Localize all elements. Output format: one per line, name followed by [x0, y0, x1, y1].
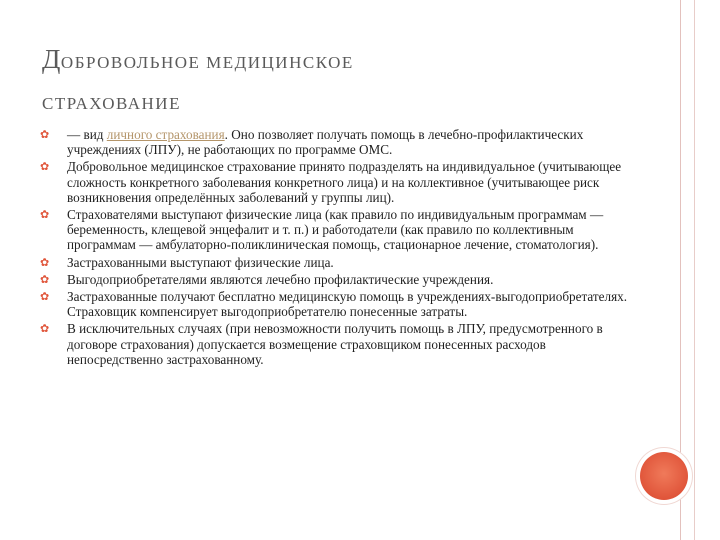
slide-title — [42, 40, 642, 123]
item-text: Выгодоприобретателями являются лечебно профилактические учреждения. — [67, 271, 494, 287]
title-line-1 — [42, 40, 642, 82]
checkmark-flower-icon: ✿ — [40, 273, 50, 286]
item-text-post: . Оно позволяет получать помощь в лечебно-профилактических учреждениях (ЛПУ), не работающих по программе ОМС. — [67, 127, 584, 158]
checkmark-flower-icon: ✿ — [40, 323, 50, 336]
title-line-2 — [42, 82, 642, 123]
checkmark-flower-icon: ✿ — [40, 291, 50, 304]
checkmark-flower-icon: ✿ — [40, 256, 50, 269]
checkmark-flower-icon: ✿ — [40, 161, 50, 174]
list-item — [40, 321, 630, 367]
checkmark-flower-icon: ✿ — [40, 129, 50, 141]
title-first-letter: Д — [42, 44, 61, 74]
title-line1-rest: ОБРОВОЛЬНОЕ МЕДИЦИНСКОЕ — [60, 53, 354, 72]
item-text: Застрахованные получают бесплатно медицинскую помощь в учреждениях-выгодоприобретателях. Страховщик компенсирует выгодоприобретателю понесенные затраты. — [67, 289, 628, 320]
bullet-list — [40, 127, 630, 369]
list-item — [40, 255, 630, 270]
item-text: В исключительных случаях (при невозможности получить помощь в ЛПУ, предусмотренного в договоре страхования) допускается возмещение страховщиком понесенных расходов непосредственно застрахованному. — [67, 321, 603, 367]
list-item — [40, 207, 630, 253]
item-text: Страхователями выступают физические лица (как правило по индивидуальным программам — беременность, клещевой энцефалит и т. п.) и работодатели (как правило по коллективным программам — амбулаторно-поликлиническая помощь, стационарное лечение, стоматология). — [67, 207, 604, 253]
decorative-circle — [640, 452, 688, 500]
item-text-pre: — вид — [67, 127, 107, 142]
item-text: Добровольное медицинское страхование принято подразделять на индивидуальное (учитывающее сложность конкретного заболевания конкретного лица) и на коллективное (учитывающее риск возникновения определённых заболеваний у группы лиц). — [67, 159, 622, 205]
item-text: Застрахованными выступают физические лица. — [67, 254, 334, 270]
list-item — [40, 127, 630, 157]
personal-insurance-link[interactable]: личного страхования — [106, 127, 225, 142]
decorative-vertical-line-secondary — [694, 0, 695, 540]
list-item — [40, 289, 630, 319]
list-item — [40, 159, 630, 205]
list-item — [40, 272, 630, 287]
checkmark-flower-icon: ✿ — [40, 209, 50, 222]
title-line2-text: СТРАХОВАНИЕ — [42, 94, 181, 113]
